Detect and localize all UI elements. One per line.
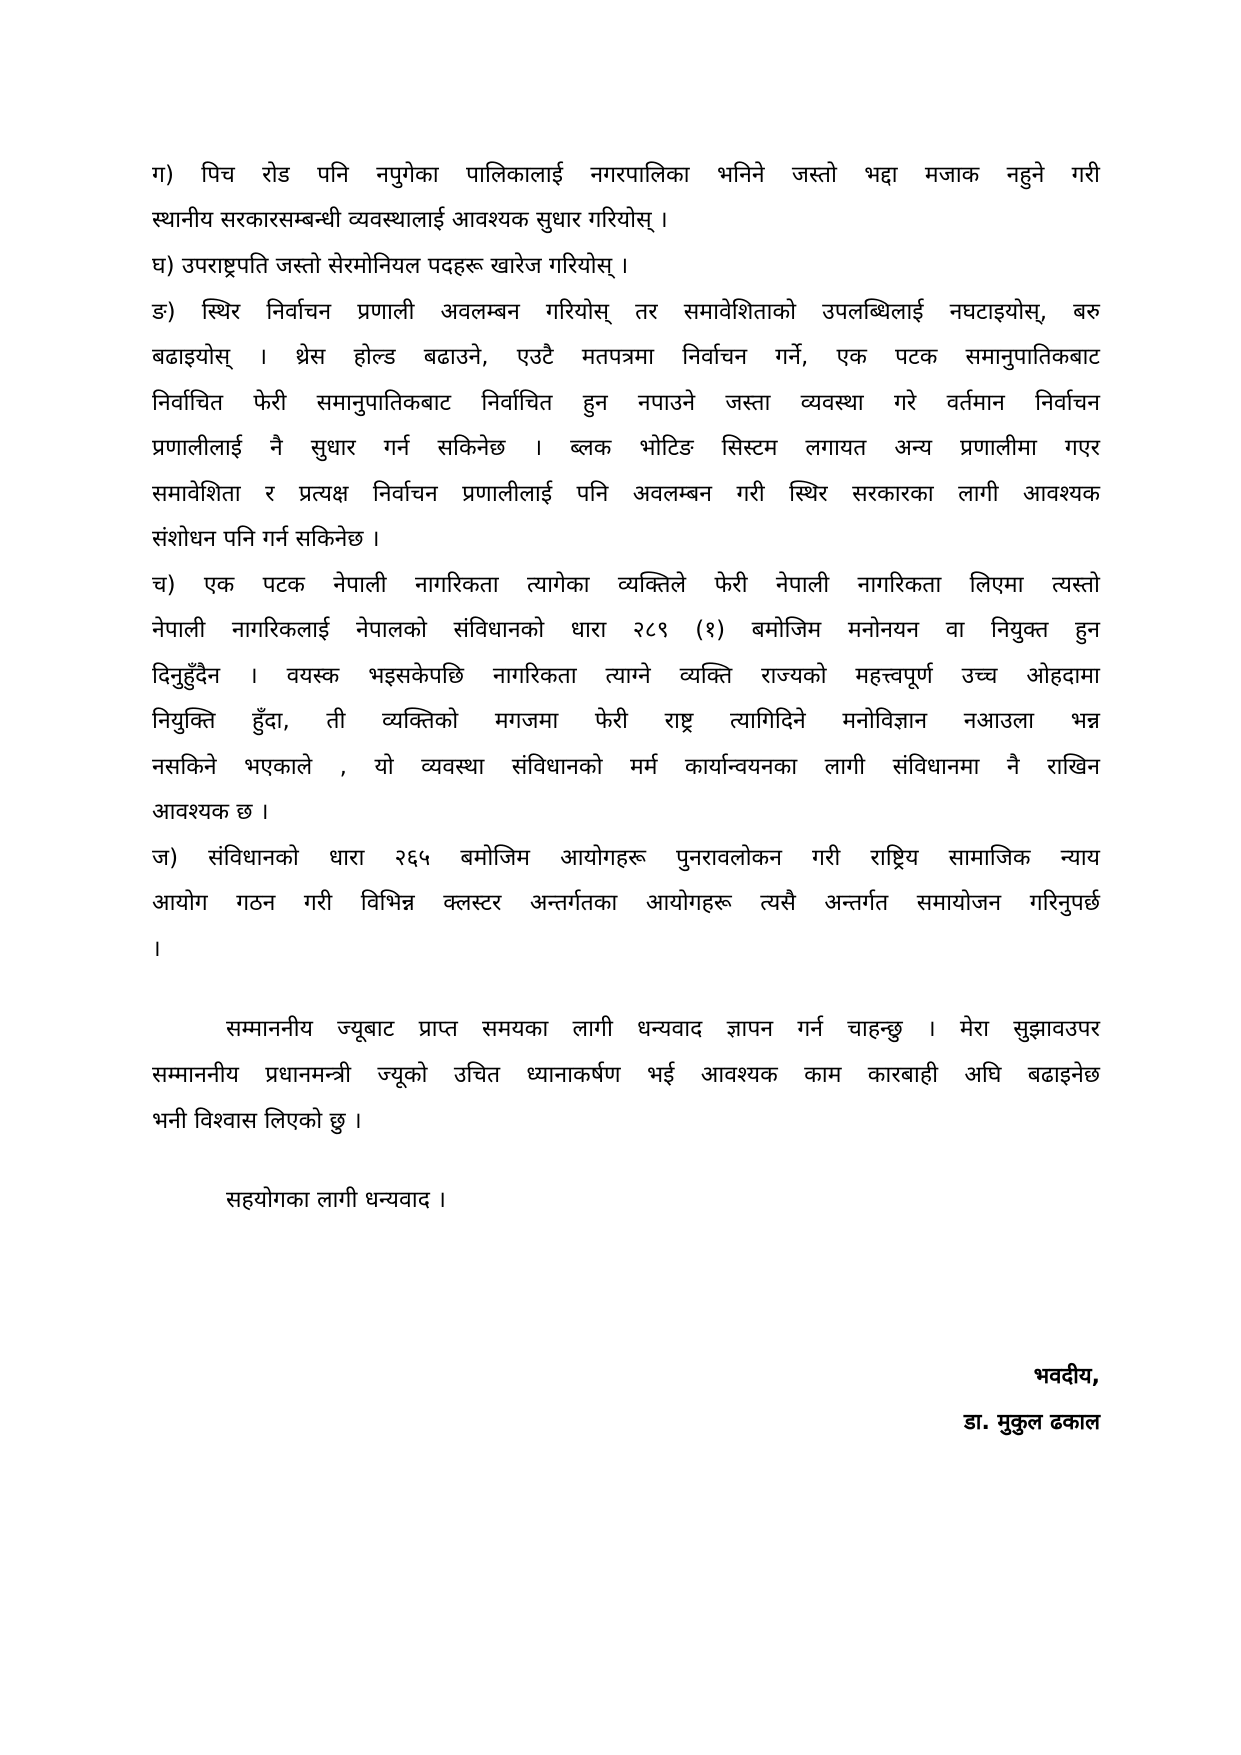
- text-line: संशोधन पनि गर्न सकिनेछ ।: [152, 526, 380, 552]
- text-line: नियुक्ति हुँदा, ती व्यक्तिको मगजमा फेरी राष्ट्र त्यागिदिने मनोविज्ञान नआउला भन्न: [152, 708, 1100, 734]
- text-line: ग) पिच रोड पनि नपुगेका पालिकालाई नगरपालिका भनिने जस्तो भद्दा मजाक नहुने गरी: [152, 162, 1100, 188]
- text-line: नेपाली नागरिकलाई नेपालको संविधानको धारा २८९ (१) बमोजिम मनोनयन वा नियुक्त हुन: [152, 617, 1100, 643]
- text-line: भनी विश्वास लिएको छु ।: [152, 1108, 362, 1134]
- text-line: सम्माननीय ज्यूबाट प्राप्त समयका लागी धन्यवाद ज्ञापन गर्न चाहन्छु । मेरा सुझावउपर: [226, 1016, 1100, 1042]
- text-line: आवश्यक छ ।: [152, 799, 269, 825]
- text-line: सम्माननीय प्रधानमन्त्री ज्यूको उचित ध्यानाकर्षण भई आवश्यक काम कारबाही अघि बढाइनेछ: [152, 1062, 1100, 1088]
- text-line: ज) संविधानको धारा २६५ बमोजिम आयोगहरू पुनरावलोकन गरी राष्ट्रिय सामाजिक न्याय: [152, 845, 1100, 871]
- text-line: निर्वाचित फेरी समानुपातिकबाट निर्वाचित हुन नपाउने जस्ता व्यवस्था गरे वर्तमान निर्वाचन: [152, 390, 1100, 416]
- text-line: नसकिने भएकाले , यो व्यवस्था संविधानको मर्म कार्यान्वयनका लागी संविधानमा नै राखिन: [152, 754, 1100, 780]
- text-line: स्थानीय सरकारसम्बन्धी व्यवस्थालाई आवश्यक सुधार गरियोस् ।: [152, 207, 668, 233]
- text-line: च) एक पटक नेपाली नागरिकता त्यागेका व्यक्तिले फेरी नेपाली नागरिकता लिएमा त्यस्तो: [152, 572, 1100, 598]
- text-line: घ) उपराष्ट्रपति जस्तो सेरमोनियल पदहरू खारेज गरियोस् ।: [152, 253, 629, 279]
- signature-salutation: भवदीय,: [1033, 1364, 1100, 1389]
- text-line: प्रणालीलाई नै सुधार गर्न सकिनेछ । ब्लक भोटिङ सिस्टम लगायत अन्य प्रणालीमा गएर: [152, 435, 1100, 461]
- text-line: समावेशिता र प्रत्यक्ष निर्वाचन प्रणालीलाई पनि अवलम्बन गरी स्थिर सरकारका लागी आवश्यक: [152, 481, 1100, 507]
- signature-name: डा. मुकुल ढकाल: [963, 1410, 1100, 1435]
- text-line: बढाइयोस् । थ्रेस होल्ड बढाउने, एउटै मतपत्रमा निर्वाचन गर्ने, एक पटक समानुपातिकबाट: [152, 344, 1100, 370]
- text-line: दिनुहुँदैन । वयस्क भइसकेपछि नागरिकता त्याग्ने व्यक्ति राज्यको महत्त्वपूर्ण उच्च ओहदामा: [152, 663, 1100, 689]
- closing-line: सहयोगका लागी धन्यवाद ।: [226, 1187, 446, 1213]
- text-line: ।: [152, 936, 161, 962]
- text-line: ङ) स्थिर निर्वाचन प्रणाली अवलम्बन गरियोस् तर समावेशिताको उपलब्धिलाई नघटाइयोस्, बरु: [152, 299, 1100, 325]
- text-line: आयोग गठन गरी विभिन्न क्लस्टर अन्तर्गतका आयोगहरू त्यसै अन्तर्गत समायोजन गरिनुपर्छ: [152, 890, 1100, 916]
